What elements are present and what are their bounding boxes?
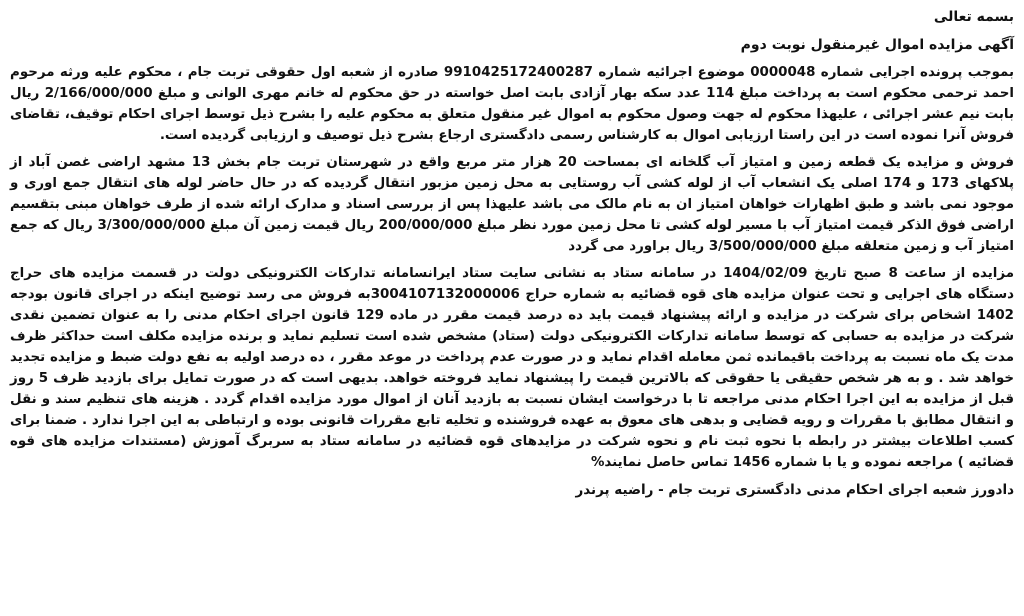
paragraph-property-description: فروش و مزایده یک قطعه زمین و امتیاز آب گلخانه ای بمساحت 20 هزار متر مربع واقع در شهرستان تربت جام بخش 13 مشهد اراضی غصن آباد از پلاکهای 173 و 174 اصلی یک انشعاب آب از لوله کشی آب روستایی به محل زمین مزبور انتقال گردیده که در حال حاضر لوله های انتقال جمع اوری و موجود نمی باشد و طبق اظهارات خواهان امتیاز ان به نام مالک می باشد علیهذا پس از بررسی اسناد و مدارک ارائه شده از طرف خواهان مبنی بتقسیم اراضی فوق الذکر قیمت امتیاز آب با مسیر لوله کشی تا محل زمین مورد نظر مبلغ 200/000/000 ریال قیمت زمین آن مبلغ 3/300/000/000 ریال که جمع امتیاز آب و زمین متعلقه مبلغ 3/500/000/000 ریال براورد می گردد: [10, 155, 1015, 254]
paragraph-auction-terms: مزایده از ساعت 8 صبح تاریخ 1404/02/09 در سامانه ستاد به نشانی سایت ستاد ایرانسامانه تدارکات الکترونیکی دولت در قسمت مزایده های حراج دستگاه های اجرایی و تحت عنوان مزایده های قوه قضائیه به شماره حراج 3004107132000006به فروش می رسد توضیح اینکه در اجرای قانون بودجه 1402 اشخاص برای شرکت در مزایده و ارائه پیشنهاد قیمت باید ده درصد قیمت مقرر در ماده 129 قانون اجرای احکام مدنی را به عنوان تضمین نقدی شرکت در مزایده به حسابی که توسط سامانه تدارکات الکترونیکی دولت (ستاد) مشخص شده است تسلیم نماید و برنده مزایده مکلف است حداکثر ظرف مدت یک ماه نسبت به پرداخت باقیمانده ثمن معامله اقدام نماید و در صورت عدم پرداخت در موعد مقرر ، ده درصد اولیه به نفع دولت ضبط و مزایده تجدید خواهد شد . و به هر شخص حقیقی یا حقوقی که بالاترین قیمت را پیشنهاد نماید فروخته خواهد. بدیهی است که در صورت تمایل برای بازدید ظرف 5 روز قبل از مزایده به این اجرا احکام مدنی مراجعه تا با درخواست ایشان نسبت به بازدید آنان از اموال مورد مزایده اقدام گردد . هزینه های تنظیم سند و نقل و انتقال مطابق با مقررات و رویه قضایی و بدهی های معوق به عهده فروشنده و تخلیه تابع مقررات قانونی بوده و ارتباطی به این اجرا ندارد . ضمنا برای کسب اطلاعات بیشتر در رابطه با نحوه ثبت نام و نحوه شرکت در مزایدهای قوه قضائیه در سامانه ستاد به سربرگ آموزش (مستندات مزایده های قوه قضائیه ) مراجعه نموده و یا با شماره 1456 تماس حاصل نمایند%: [10, 266, 1015, 470]
bismillah-heading: بسمه تعالی: [933, 9, 1014, 25]
paragraph-case-details: بموجب پرونده اجرایی شماره 0000048 موضوع اجرائیه شماره 9910425172400287 صادره از شعبه اول حقوقی تربت جام ، محکوم علیه ورثه مرحوم احمد ترحمی محکوم است به پرداخت مبلغ 114 عدد سکه بهار آزادی بابت اصل خواسته در حق محکوم له خانم مهری الوانی و مبلغ 2/166/000/000 ریال بابت نیم عشر اجرائی ، علیهذا محکوم له جهت وصول محکوم به اموال غیر منقول متعلق به محکوم علیه را بشرح ذیل توسط اجرای احکام توقیف، تقاضای فروش آنرا نموده است در این راستا ارزیابی اموال به کارشناس رسمی دادگستری ارجاع بشرح ذیل توصیف و ارزیابی گردیده است.: [10, 65, 1015, 143]
notice-title: آگهی مزایده اموال غیرمنقول نوبت دوم: [740, 37, 1014, 53]
signature-line: دادورز شعبه اجرای احکام مدنی دادگستری تربت جام - راضیه پرندر: [575, 482, 1014, 498]
